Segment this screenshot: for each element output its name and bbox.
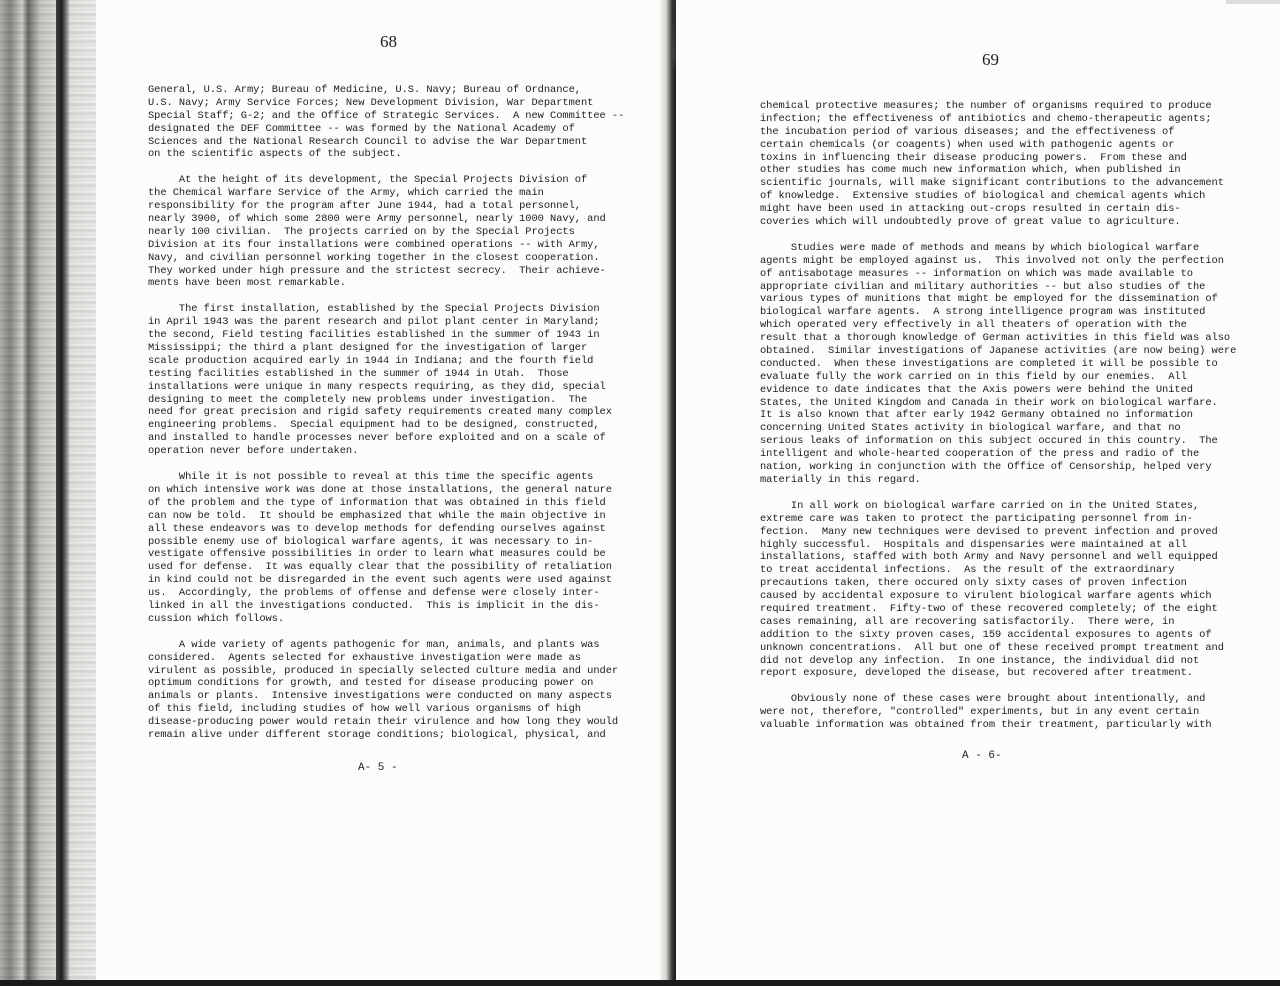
text-line: on the scientific aspects of the subject. (148, 148, 402, 161)
text-line: precautions taken, there occured only sixty cases of proven infection (760, 577, 1187, 590)
text-line: of the problem and the type of information that was obtained in this field (148, 496, 606, 509)
text-line: in April 1943 was the parent research and pilot plant center in Maryland; (148, 316, 600, 329)
paragraph-gap (760, 680, 1260, 693)
text-line: cussion which follows. (148, 612, 285, 625)
text-line: cases remaining, all are recovering satisfactorily. There were, in (760, 615, 1175, 628)
paragraph-gap (148, 626, 648, 639)
paragraph (148, 84, 648, 161)
text-line: responsibility for the program after June 1944, had a total personnel, (148, 200, 581, 213)
text-line: The first installation, established by the Special Projects Division (148, 303, 600, 316)
right-page (676, 0, 1280, 986)
text-line: required treatment. Fifty-two of these recovered completely; of the eight (760, 602, 1218, 615)
text-line: A wide variety of agents pathogenic for man, animals, and plants was (148, 638, 600, 651)
text-line: appropriate civilian and military authorities -- but also studies of the (760, 280, 1206, 293)
text-line: While it is not possible to reveal at this time the specific agents (148, 471, 594, 484)
text-line: They worked under high pressure and the strictest secrecy. Their achieve- (148, 264, 606, 277)
paragraph (760, 693, 1260, 732)
text-line: States, the United Kingdom and Canada in their work on biological warfare. (760, 396, 1218, 409)
text-line: installations were unique in many respects requiring, as they did, special (148, 380, 606, 393)
text-line: and installed to handle processes never before exploited and on a scale of (148, 432, 606, 445)
text-line: disease-producing power would retain their virulence and how long they would (148, 716, 619, 729)
text-line: linked in all the investigations conducted. This is implicit in the dis- (148, 599, 600, 612)
text-line: which operated very effectively in all theaters of operation with the (760, 319, 1187, 332)
text-line: serious leaks of information on this subject occured in this country. The (760, 435, 1218, 448)
text-line: report exposure, developed the disease, but recovered after treatment. (760, 667, 1193, 680)
text-line: engineering problems. Special equipment had to be designed, constructed, (148, 419, 600, 432)
text-line: can now be told. It should be emphasized that while the main objective in (148, 509, 606, 522)
paragraph (148, 639, 648, 742)
text-line: might have been used in attacking out-crops resulted in certain dis- (760, 203, 1181, 216)
text-line: Studies were made of methods and means by which biological warfare (760, 241, 1200, 254)
text-line: possible enemy use of biological warfare agents, it was necessary to in- (148, 535, 594, 548)
text-line: In all work on biological warfare carried on in the United States, (760, 499, 1200, 512)
text-line: various types of munitions that might be employed for the dissemination of (760, 293, 1218, 306)
paragraph-gap (760, 229, 1260, 242)
right-page-body (760, 100, 1260, 732)
paragraph (148, 174, 648, 290)
text-line: testing facilities established in the summer of 1944 in Utah. Those (148, 367, 569, 380)
text-line: installations, staffed with both Army and Navy personnel and well equipped (760, 551, 1218, 564)
text-line: Navy, and civilian personnel working together in the closest cooperation. (148, 251, 600, 264)
corner-mark (1226, 0, 1280, 4)
text-line: scale production acquired early in 1944 in Indiana; and the fourth field (148, 354, 594, 367)
paragraph (760, 100, 1260, 229)
text-line: Sciences and the National Research Council to advise the War Department (148, 135, 588, 148)
text-line: used for defense. It was equally clear that the possibility of retaliation (148, 561, 612, 574)
text-line: to treat accidental infections. As the result of the extraordinary (760, 564, 1175, 577)
text-line: of knowledge. Extensive studies of biological and chemical agents which (760, 190, 1206, 203)
text-line: scientific journals, will make significant contributions to the advancement (760, 177, 1224, 190)
paragraph-gap (148, 290, 648, 303)
left-binding-edge (0, 0, 96, 986)
text-line: General, U.S. Army; Bureau of Medicine, U.S. Navy; Bureau of Ordnance, (148, 84, 581, 96)
text-line: of antisabotage measures -- information on which was made available to (760, 267, 1193, 280)
text-line: need for great precision and rigid safety requirements created many complex (148, 406, 612, 419)
text-line: the second, Field testing facilities established in the summer of 1943 in (148, 329, 600, 342)
text-line: operation never before undertaken. (148, 445, 359, 458)
right-page-number: 69 (982, 50, 999, 69)
text-line: considered. Agents selected for exhaustive investigation were made as (148, 651, 581, 664)
text-line: remain alive under different storage conditions; biological, physical, and (148, 728, 606, 741)
left-binding-shadow (56, 0, 70, 986)
text-line: vestigate offensive possibilities in order to learn what measures could be (148, 548, 606, 561)
text-line: nearly 100 civilian. The projects carried on by the Special Projects (148, 225, 575, 238)
text-line: unknown concentrations. All but one of these received prompt treatment and (760, 641, 1224, 654)
left-page-footer: A- 5 - (358, 762, 398, 774)
text-line: the Chemical Warfare Service of the Army, which carried the main (148, 187, 544, 200)
text-line: At the height of its development, the Special Projects Division of (148, 174, 588, 187)
text-line: nearly 3900, of which some 2800 were Army personnel, nearly 1000 Navy, and (148, 213, 606, 226)
text-line: evaluate fully the work carried on in this field by our enemies. All (760, 370, 1187, 383)
text-line: Mississippi; the third a plant designed for the investigation of larger (148, 342, 588, 355)
text-line: of this field, including studies of how well various organisms of high (148, 703, 581, 716)
text-line: addition to the sixty proven cases, 159 accidental exposures to agents of (760, 628, 1212, 641)
text-line: conducted. When these investigations are completed it will be possible to (760, 357, 1218, 370)
text-line: infection; the effectiveness of antibiotics and chemo-therapeutic agents; (760, 112, 1212, 125)
text-line: animals or plants. Intensive investigations were conducted on many aspects (148, 690, 612, 703)
bottom-scan-edge (0, 980, 1280, 986)
text-line: all these endeavors was to develop methods for defending ourselves against (148, 522, 606, 535)
text-line: chemical protective measures; the number of organisms required to produce (760, 100, 1212, 112)
text-line: coveries which will undoubtedly prove of great value to agriculture. (760, 216, 1181, 229)
text-line: designing to meet the completely new problems under investigation. The (148, 393, 588, 406)
text-line: evidence to date indicates that the Axis powers were behind the United (760, 383, 1193, 396)
text-line: Special Staff; G-2; and the Office of Strategic Services. A new Committee -- (148, 109, 625, 122)
paragraph (760, 500, 1260, 680)
text-line: designated the DEF Committee -- was formed by the National Academy of (148, 122, 575, 135)
text-line: the incubation period of various diseases; and the effectiveness of (760, 125, 1175, 138)
text-line: obtained. Similar investigations of Japanese activities (are now being) were (760, 345, 1237, 358)
text-line: agents might be employed against us. This involved not only the perfection (760, 254, 1224, 267)
text-line: highly successful. Hospitals and dispensaries were maintained at all (760, 538, 1187, 551)
text-line: optimum conditions for growth, and tested for disease producing power on (148, 677, 594, 690)
paragraph (148, 303, 648, 458)
text-line: intelligent and whole-hearted cooperation of the press and radio of the (760, 448, 1200, 461)
text-line: Division at its four installations were combined operations -- with Army, (148, 238, 600, 251)
text-line: nation, working in conjunction with the Office of Censorship, helped very (760, 461, 1212, 474)
text-line: in kind could not be disregarded in the event such agents were used against (148, 574, 612, 587)
paragraph (760, 242, 1260, 487)
paragraph-gap (760, 487, 1260, 500)
text-line: did not develop any infection. In one instance, the individual did not (760, 654, 1200, 667)
text-line: toxins in influencing their disease producing powers. From these and (760, 151, 1187, 164)
text-line: result that a thorough knowledge of German activities in this field was also (760, 332, 1231, 345)
text-line: other studies has come much new information which, when published in (760, 164, 1181, 177)
right-page-footer: A - 6- (962, 750, 1002, 762)
text-line: virulent as possible, produced in specially selected culture media and under (148, 664, 619, 677)
text-line: materially in this regard. (760, 473, 921, 486)
text-line: us. Accordingly, the problems of offense and defense were closely inter- (148, 587, 600, 600)
text-line: ments have been most remarkable. (148, 277, 346, 290)
text-line: It is also known that after early 1942 Germany obtained no information (760, 409, 1193, 422)
text-line: on which intensive work was done at those installations, the general nature (148, 483, 612, 496)
text-line: extreme care was taken to protect the participating personnel from in- (760, 512, 1193, 525)
paragraph-gap (148, 458, 648, 471)
text-line: fection. Many new techniques were devised to prevent infection and proved (760, 525, 1218, 538)
text-line: certain chemicals (or coagents) when used with pathogenic agents or (760, 138, 1175, 151)
text-line: concerning United States activity in biological warfare, and that no (760, 422, 1181, 435)
text-line: caused by accidental exposure to virulent biological warfare agents which (760, 590, 1212, 603)
text-line: U.S. Navy; Army Service Forces; New Development Division, War Department (148, 96, 594, 109)
paragraph-gap (148, 161, 648, 174)
text-line: were not, therefore, "controlled" experiments, but in any event certain (760, 706, 1200, 719)
text-line: valuable information was obtained from their treatment, particularly with (760, 719, 1212, 732)
left-page-number: 68 (380, 32, 397, 51)
text-line: biological warfare agents. A strong intelligence program was instituted (760, 306, 1206, 319)
paragraph (148, 471, 648, 626)
left-page-body (148, 84, 648, 742)
text-line: Obviously none of these cases were brought about intentionally, and (760, 693, 1206, 706)
